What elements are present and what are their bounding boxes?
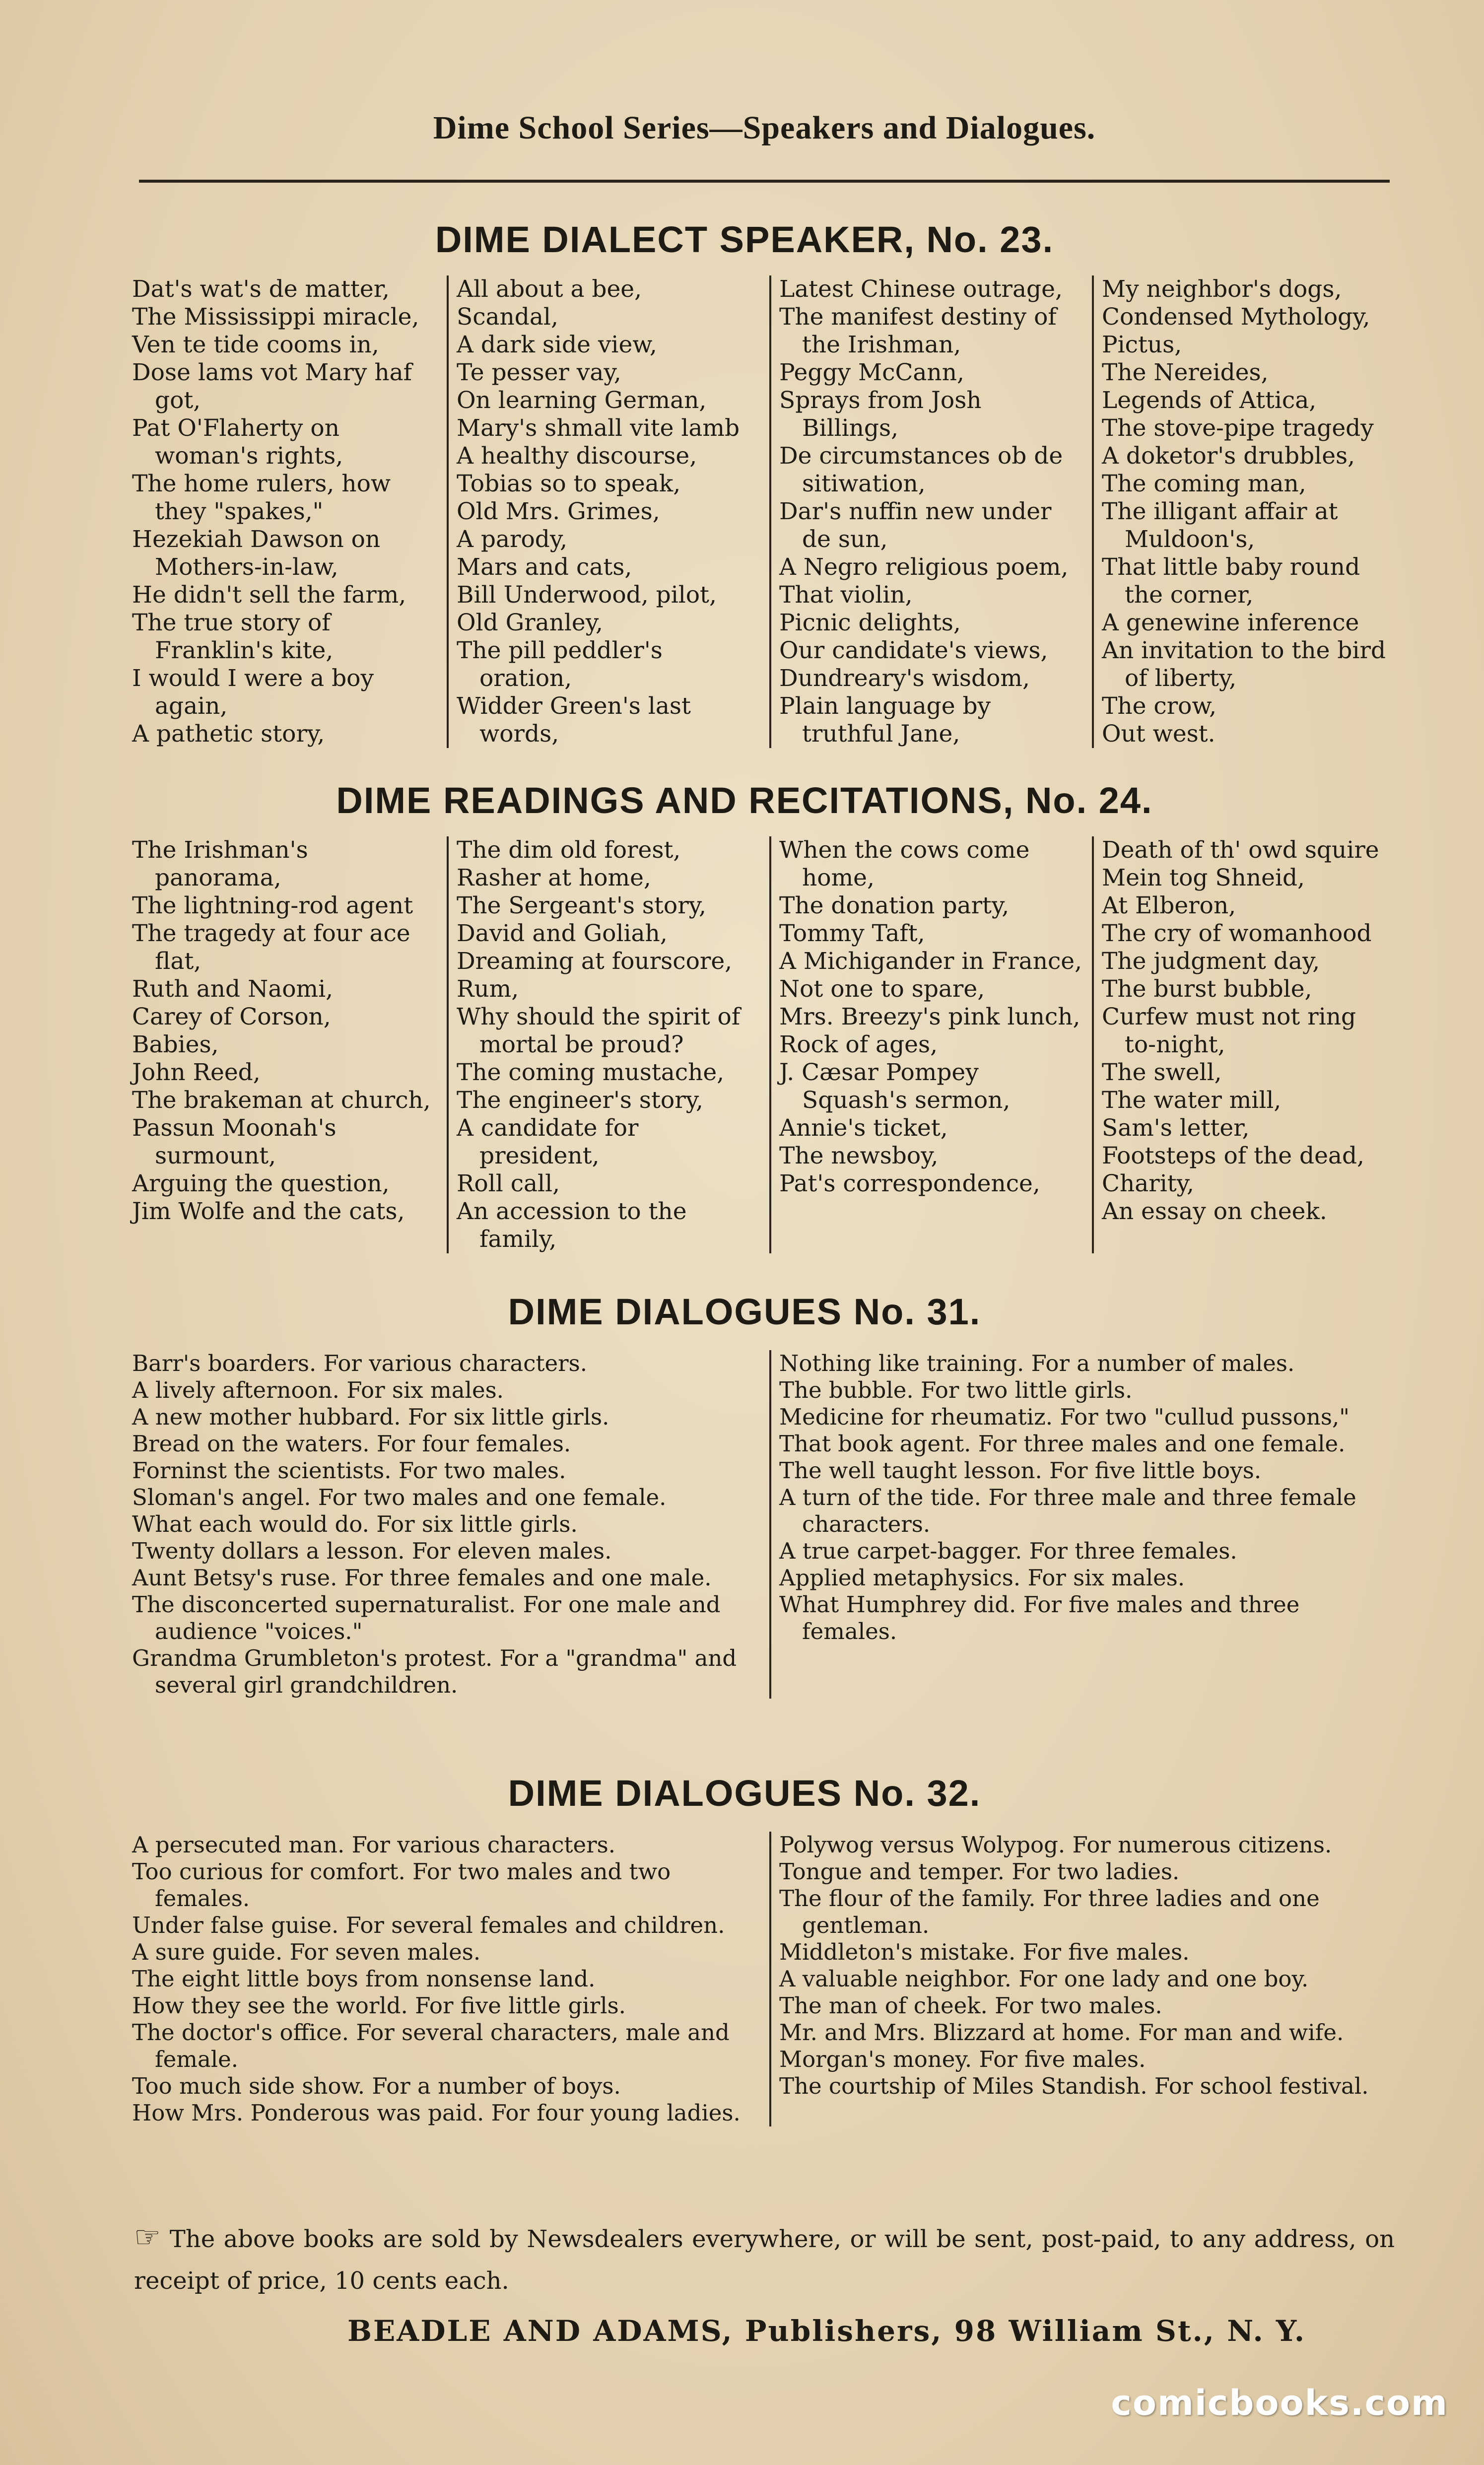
list-item: The courtship of Miles Standish. For school festival. bbox=[779, 2073, 1369, 2099]
list-item: At Elberon, bbox=[1102, 892, 1236, 919]
list-item: Our candidate's views, bbox=[779, 637, 1048, 664]
column bbox=[124, 1350, 769, 1699]
list-item: A true carpet-bagger. For three females. bbox=[779, 1538, 1237, 1564]
list-item: The tragedy at four ace flat, bbox=[132, 920, 410, 975]
list-item: Curfew must not ring to-night, bbox=[1102, 1003, 1356, 1058]
list-item: An accession to the family, bbox=[457, 1198, 687, 1253]
list-item: The flour of the family. For three ladies and one gentleman. bbox=[779, 1885, 1320, 1938]
list-item: I would I were a boy again, bbox=[132, 665, 374, 720]
list-item: Ruth and Naomi, bbox=[132, 975, 334, 1003]
list-item: Tommy Taft, bbox=[779, 920, 925, 947]
list-item: The newsboy, bbox=[779, 1142, 939, 1169]
list-item: A doketor's drubbles, bbox=[1102, 442, 1355, 470]
list-item: Sloman's angel. For two males and one female. bbox=[132, 1484, 667, 1510]
column bbox=[769, 1832, 1395, 2126]
list-item: A turn of the tide. For three male and three female characters. bbox=[779, 1484, 1356, 1537]
list-item: The cry of womanhood bbox=[1102, 920, 1372, 947]
column bbox=[1092, 275, 1395, 748]
list-item: A valuable neighbor. For one lady and one boy. bbox=[779, 1966, 1309, 1992]
list-item: Too curious for comfort. For two males and two females. bbox=[132, 1858, 671, 1912]
list-item: Forninst the scientists. For two males. bbox=[132, 1457, 566, 1484]
list-item: A Michigander in France, bbox=[779, 948, 1082, 975]
list-item: Scandal, bbox=[457, 303, 558, 331]
section-32-columns bbox=[124, 1832, 1395, 2126]
list-item: Pat O'Flaherty on woman's rights, bbox=[132, 414, 343, 470]
list-item: Arguing the question, bbox=[132, 1170, 390, 1197]
list-item: Applied metaphysics. For six males. bbox=[779, 1565, 1185, 1591]
watermark: comicbooks.com bbox=[1111, 2383, 1448, 2423]
list-item: He didn't sell the farm, bbox=[132, 581, 406, 609]
list-item: The manifest destiny of the Irishman, bbox=[779, 303, 1057, 358]
list-item: Footsteps of the dead, bbox=[1102, 1142, 1364, 1169]
list-item: Tongue and temper. For two ladies. bbox=[779, 1858, 1180, 1885]
page-header: Dime School Series—Speakers and Dialogues. bbox=[433, 110, 1096, 146]
list-item: Twenty dollars a lesson. For eleven males. bbox=[132, 1538, 612, 1564]
list-item: Tobias so to speak, bbox=[457, 470, 681, 497]
list-item: Under false guise. For several females and children. bbox=[132, 1912, 725, 1938]
list-item: Charity, bbox=[1102, 1170, 1194, 1197]
list-item: The brakeman at church, bbox=[132, 1087, 431, 1114]
list-item: An essay on cheek. bbox=[1102, 1198, 1327, 1225]
list-item: The Sergeant's story, bbox=[457, 892, 706, 919]
list-item: What each would do. For six little girls. bbox=[132, 1511, 578, 1537]
list-item: The judgment day, bbox=[1102, 948, 1320, 975]
list-item: An invitation to the bird of liberty, bbox=[1102, 637, 1386, 692]
list-item: The water mill, bbox=[1102, 1087, 1282, 1114]
list-item: A Negro religious poem, bbox=[779, 553, 1069, 581]
list-item: The Nereides, bbox=[1102, 359, 1269, 386]
list-item: Hezekiah Dawson on Mothers-in-law, bbox=[132, 526, 381, 581]
list-item: Pat's correspondence, bbox=[779, 1170, 1040, 1197]
list-item: Rock of ages, bbox=[779, 1031, 938, 1058]
list-item: A new mother hubbard. For six little girls. bbox=[132, 1404, 609, 1430]
list-item: When the cows come home, bbox=[779, 836, 1030, 891]
list-item: Middleton's mistake. For five males. bbox=[779, 1939, 1190, 1965]
list-item: Why should the spirit of mortal be proud? bbox=[457, 1003, 741, 1058]
column bbox=[124, 836, 447, 1253]
list-item: The burst bubble, bbox=[1102, 975, 1312, 1003]
list-item: The dim old forest, bbox=[457, 836, 681, 864]
column bbox=[124, 275, 447, 748]
list-item: Babies, bbox=[132, 1031, 219, 1058]
list-item: The disconcerted supernaturalist. For one male and audience "voices." bbox=[132, 1591, 721, 1644]
list-item: Too much side show. For a number of boys. bbox=[132, 2073, 621, 2099]
list-item: The home rulers, how they "spakes," bbox=[132, 470, 391, 525]
footnote-text: The above books are sold by Newsdealers everywhere, or will be sent, post-paid, to any address, on receipt of price, 10 cents each. bbox=[134, 2225, 1395, 2295]
list-item: The stove-pipe tragedy bbox=[1102, 414, 1374, 442]
list-item: My neighbor's dogs, bbox=[1102, 275, 1342, 303]
list-item: Aunt Betsy's ruse. For three females and one male. bbox=[132, 1565, 712, 1591]
list-item: A candidate for president, bbox=[457, 1114, 639, 1169]
list-item: The Irishman's panorama, bbox=[132, 836, 308, 891]
list-item: Mrs. Breezy's pink lunch, bbox=[779, 1003, 1080, 1030]
list-item: The illigant affair at Muldoon's, bbox=[1102, 498, 1338, 553]
list-item: Carey of Corson, bbox=[132, 1003, 331, 1030]
list-item: Widder Green's last words, bbox=[457, 692, 691, 748]
list-item: Grandma Grumbleton's protest. For a "grandma" and several girl grandchildren. bbox=[132, 1645, 737, 1698]
section-title-23: DIME DIALECT SPEAKER, No. 23. bbox=[435, 219, 1054, 260]
list-item: The pill peddler's oration, bbox=[457, 637, 663, 692]
list-item: Passun Moonah's surmount, bbox=[132, 1114, 337, 1169]
list-item: The engineer's story, bbox=[457, 1087, 703, 1114]
list-item: Barr's boarders. For various characters. bbox=[132, 1350, 588, 1376]
list-item: The lightning-rod agent bbox=[132, 892, 413, 919]
list-item: The eight little boys from nonsense land. bbox=[132, 1966, 596, 1992]
list-item: A persecuted man. For various characters. bbox=[132, 1832, 616, 1858]
list-item: Annie's ticket, bbox=[779, 1114, 948, 1142]
list-item: Not one to spare, bbox=[779, 975, 985, 1003]
list-item: Plain language by truthful Jane, bbox=[779, 692, 991, 748]
publisher-imprint: BEADLE AND ADAMS, Publishers, 98 William St., N. Y. bbox=[347, 2314, 1306, 2348]
list-item: Out west. bbox=[1102, 720, 1215, 748]
list-item: Roll call, bbox=[457, 1170, 560, 1197]
list-item: On learning German, bbox=[457, 387, 707, 414]
list-item: The bubble. For two little girls. bbox=[779, 1377, 1133, 1403]
list-item: Bill Underwood, pilot, bbox=[457, 581, 717, 609]
list-item: That little baby round the corner, bbox=[1102, 553, 1360, 609]
list-item: The man of cheek. For two males. bbox=[779, 1992, 1162, 2019]
column bbox=[447, 836, 769, 1253]
list-item: The doctor's office. For several characters, male and female. bbox=[132, 2019, 730, 2072]
column bbox=[124, 1832, 769, 2126]
section-23-columns bbox=[124, 275, 1395, 748]
list-item: Sam's letter, bbox=[1102, 1114, 1250, 1142]
list-item: Jim Wolfe and the cats, bbox=[132, 1198, 405, 1225]
list-item: Pictus, bbox=[1102, 331, 1182, 358]
list-item: A pathetic story, bbox=[132, 720, 325, 748]
list-item: J. Cæsar Pompey Squash's sermon, bbox=[779, 1059, 1011, 1114]
list-item: The donation party, bbox=[779, 892, 1010, 919]
list-item: Death of th' owd squire bbox=[1102, 836, 1379, 864]
list-item: Condensed Mythology, bbox=[1102, 303, 1370, 331]
list-item: Dose lams vot Mary haf got, bbox=[132, 359, 412, 414]
list-item: Sprays from Josh Billings, bbox=[779, 387, 982, 442]
column bbox=[447, 275, 769, 748]
list-item: A healthy discourse, bbox=[457, 442, 697, 470]
list-item: The coming mustache, bbox=[457, 1059, 725, 1086]
list-item: That book agent. For three males and one female. bbox=[779, 1431, 1346, 1457]
list-item: The crow, bbox=[1102, 692, 1217, 720]
list-item: How they see the world. For five little girls. bbox=[132, 1992, 626, 2019]
column bbox=[769, 1350, 1395, 1699]
section-31-columns bbox=[124, 1350, 1395, 1699]
list-item: John Reed, bbox=[132, 1059, 261, 1086]
list-item: Ven te tide cooms in, bbox=[132, 331, 379, 358]
list-item: Bread on the waters. For four females. bbox=[132, 1431, 571, 1457]
list-item: Picnic delights, bbox=[779, 609, 961, 636]
list-item: Nothing like training. For a number of males. bbox=[779, 1350, 1295, 1376]
list-item: Dar's nuffin new under de sun, bbox=[779, 498, 1052, 553]
list-item: Mary's shmall vite lamb bbox=[457, 414, 740, 442]
list-item: A genewine inference bbox=[1102, 609, 1359, 636]
list-item: David and Goliah, bbox=[457, 920, 668, 947]
list-item: The coming man, bbox=[1102, 470, 1306, 497]
list-item: Dreaming at fourscore, bbox=[457, 948, 733, 975]
section-title-31: DIME DIALOGUES No. 31. bbox=[508, 1291, 981, 1332]
pointing-hand-icon: ☞ bbox=[134, 2220, 161, 2255]
section-title-24: DIME READINGS AND RECITATIONS, No. 24. bbox=[336, 780, 1153, 821]
list-item: Dat's wat's de matter, bbox=[132, 275, 390, 303]
list-item: Morgan's money. For five males. bbox=[779, 2046, 1146, 2072]
list-item: What Humphrey did. For five males and three females. bbox=[779, 1591, 1300, 1644]
list-item: How Mrs. Ponderous was paid. For four young ladies. bbox=[132, 2100, 741, 2126]
list-item: Legends of Attica, bbox=[1102, 387, 1317, 414]
list-item: A sure guide. For seven males. bbox=[132, 1939, 481, 1965]
list-item: The well taught lesson. For five little boys. bbox=[779, 1457, 1262, 1484]
list-item: Dundreary's wisdom, bbox=[779, 665, 1030, 692]
list-item: Medicine for rheumatiz. For two "cullud pussons," bbox=[779, 1404, 1349, 1430]
header-rule bbox=[139, 180, 1390, 183]
list-item: That violin, bbox=[779, 581, 913, 609]
list-item: A lively afternoon. For six males. bbox=[132, 1377, 504, 1403]
list-item: Latest Chinese outrage, bbox=[779, 275, 1063, 303]
list-item: Old Mrs. Grimes, bbox=[457, 498, 660, 525]
list-item: A parody, bbox=[457, 526, 568, 553]
list-item: All about a bee, bbox=[457, 275, 642, 303]
list-item: Peggy McCann, bbox=[779, 359, 964, 386]
list-item: Rum, bbox=[457, 975, 519, 1003]
list-item: Mr. and Mrs. Blizzard at home. For man and wife. bbox=[779, 2019, 1344, 2046]
list-item: The true story of Franklin's kite, bbox=[132, 609, 334, 664]
column bbox=[1092, 836, 1395, 1253]
list-item: The swell, bbox=[1102, 1059, 1222, 1086]
footnote bbox=[134, 2216, 1395, 2302]
list-item: Rasher at home, bbox=[457, 864, 651, 891]
list-item: De circumstances ob de sitiwation, bbox=[779, 442, 1063, 497]
column bbox=[769, 275, 1092, 748]
column bbox=[769, 836, 1092, 1253]
list-item: A dark side view, bbox=[457, 331, 657, 358]
list-item: Polywog versus Wolypog. For numerous citizens. bbox=[779, 1832, 1332, 1858]
list-item: Te pesser vay, bbox=[457, 359, 621, 386]
list-item: The Mississippi miracle, bbox=[132, 303, 419, 331]
list-item: Mars and cats, bbox=[457, 553, 632, 581]
list-item: Mein tog Shneid, bbox=[1102, 864, 1305, 891]
section-title-32: DIME DIALOGUES No. 32. bbox=[508, 1773, 981, 1814]
section-24-columns bbox=[124, 836, 1395, 1253]
list-item: Old Granley, bbox=[457, 609, 603, 636]
